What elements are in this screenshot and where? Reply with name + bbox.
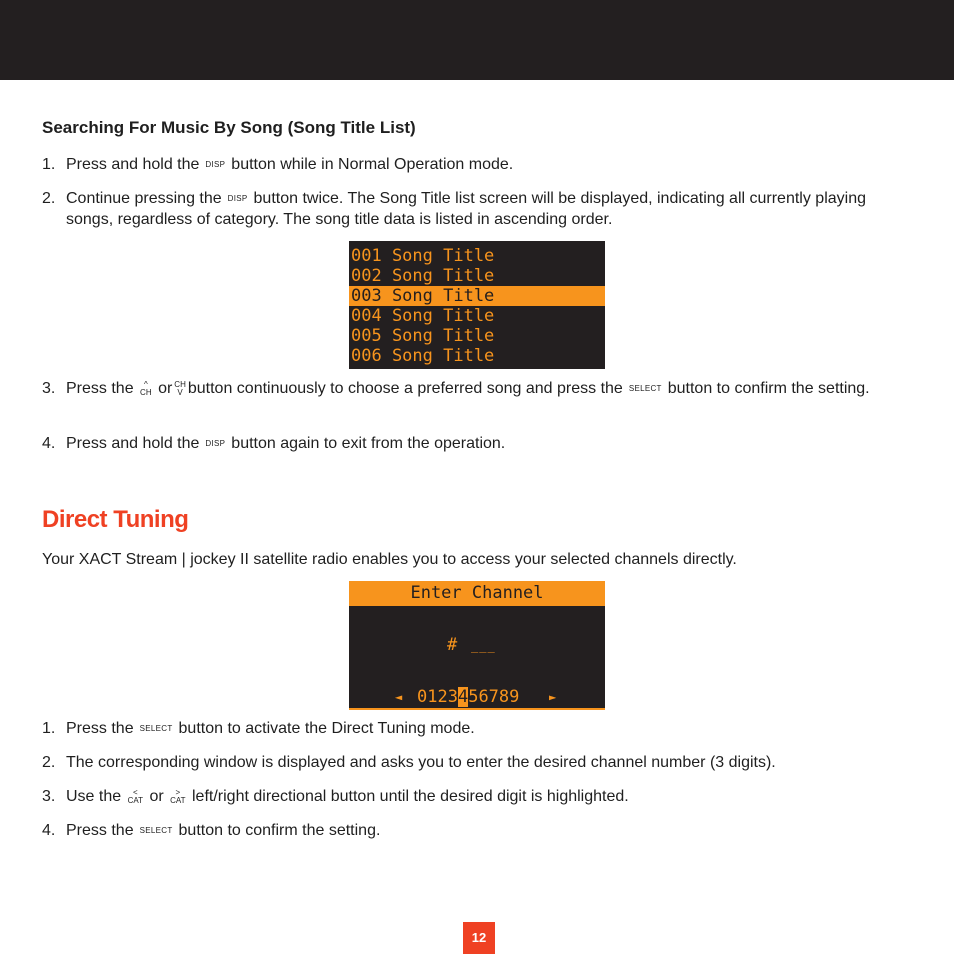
- header-bar: [0, 0, 954, 80]
- song-row: 002 Song Title: [351, 266, 495, 286]
- category-left-icon: < CAT: [127, 788, 143, 805]
- section-heading: Searching For Music By Song (Song Title List): [42, 118, 416, 137]
- step-number: 3.: [42, 788, 56, 805]
- select-key-icon: SELECT: [628, 384, 662, 393]
- disp-key-icon: DISP: [205, 439, 226, 448]
- step-number: 3.: [42, 380, 56, 397]
- step-number: 2.: [42, 754, 56, 771]
- channel-down-icon: CH V: [174, 380, 186, 397]
- step-number: 2.: [42, 190, 56, 207]
- channel-digit-placeholders: ___: [471, 639, 496, 653]
- song-row-selected: 003 Song Title: [349, 286, 605, 306]
- song-row: 006 Song Title: [351, 346, 495, 366]
- direct-tuning-title: Direct Tuning: [42, 506, 189, 533]
- step-number: 1.: [42, 156, 56, 173]
- song-row: 005 Song Title: [351, 326, 495, 346]
- channel-up-icon: ^ CH: [140, 380, 152, 397]
- step-number: 1.: [42, 720, 56, 737]
- direct-tuning-intro: Your XACT Stream | jockey II satellite radio enables you to access your selected channels directly.: [42, 551, 737, 568]
- select-key-icon: SELECT: [139, 826, 173, 835]
- song-row: 004 Song Title: [351, 306, 495, 326]
- enter-channel-header: Enter Channel: [349, 581, 605, 606]
- step-number: 4.: [42, 435, 56, 452]
- page-number: 12: [463, 922, 495, 954]
- select-key-icon: SELECT: [139, 724, 173, 733]
- channel-hash: #: [447, 635, 458, 655]
- step-number: 4.: [42, 822, 56, 839]
- song-title-screen: [349, 241, 605, 369]
- digit-selector: 0123456789: [417, 687, 520, 707]
- song-row: 001 Song Title: [351, 246, 495, 266]
- highlighted-digit: 4: [457, 687, 469, 707]
- category-right-icon: > CAT: [170, 788, 186, 805]
- enter-channel-screen: [349, 581, 605, 710]
- disp-key-icon: DISP: [205, 160, 226, 169]
- disp-key-icon: DISP: [227, 194, 248, 203]
- right-arrow-icon: ►: [549, 690, 557, 704]
- left-arrow-icon: ◄: [395, 690, 403, 704]
